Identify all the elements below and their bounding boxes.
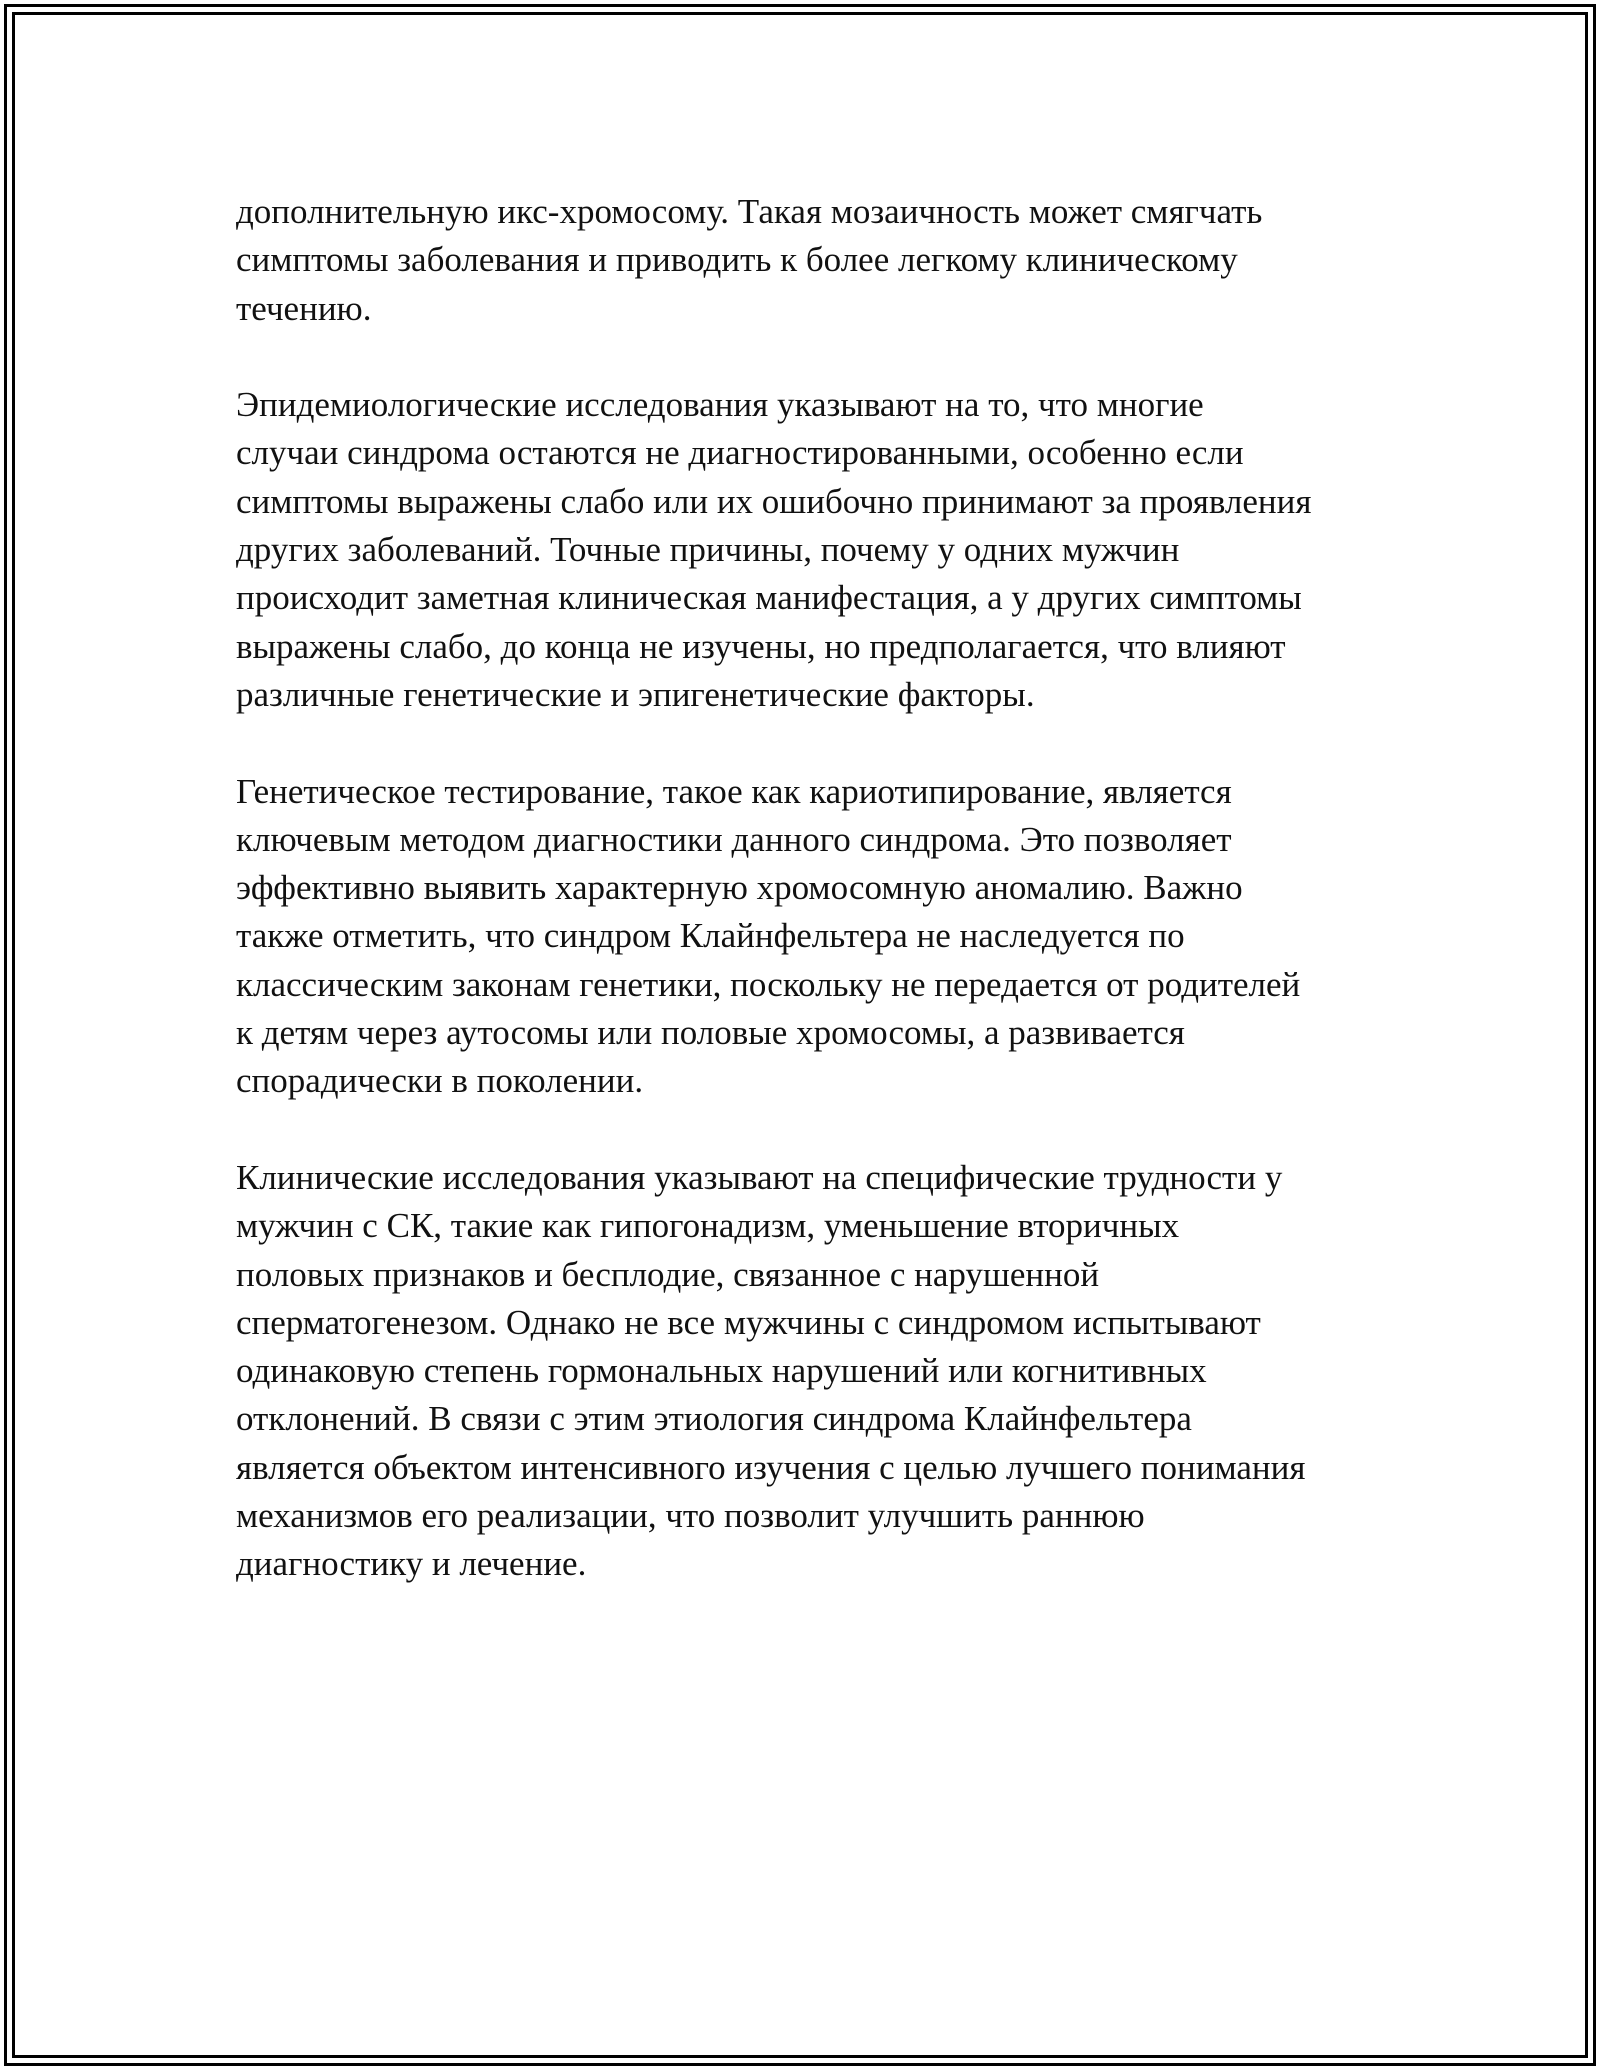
text-line: является объектом интенсивного изучения с целью лучшего понимания [236, 1447, 1306, 1487]
paragraph [236, 768, 1376, 1106]
text-line: половых признаков и бесплодие, связанное с нарушенной [236, 1254, 1100, 1294]
text-line: течению. [236, 288, 372, 328]
text-line: механизмов его реализации, что позволит улучшить раннюю [236, 1496, 1145, 1536]
paragraph [236, 1154, 1376, 1589]
text-line: дополнительную икс-хромосому. Такая мозаичность может смягчать [236, 192, 1263, 231]
text-line: выражены слабо, до конца не изучены, но предполагается, что влияют [236, 626, 1286, 666]
text-line: классическим законам генетики, поскольку не передается от родителей [236, 964, 1301, 1004]
text-line: к детям через аутосомы или половые хромосомы, а развивается [236, 1013, 1185, 1053]
text-line: Генетическое тестирование, такое как кариотипирование, является [236, 771, 1232, 811]
text-line: эффективно выявить характерную хромосомную аномалию. Важно [236, 868, 1243, 908]
paragraph [236, 188, 1376, 333]
text-line: Эпидемиологические исследования указывают на то, что многие [236, 385, 1204, 425]
text-line: ключевым методом диагностики данного синдрома. Это позволяет [236, 819, 1232, 859]
text-line: симптомы выражены слабо или их ошибочно принимают за проявления [236, 481, 1312, 521]
paragraph [236, 381, 1376, 719]
text-line: диагностику и лечение. [236, 1544, 587, 1584]
text-line: симптомы заболевания и приводить к более легкому клиническому [236, 240, 1238, 280]
text-line: сперматогенезом. Однако не все мужчины с синдромом испытывают [236, 1302, 1261, 1342]
text-line: отклонений. В связи с этим этиология синдрома Клайнфельтера [236, 1399, 1192, 1439]
text-line: также отметить, что синдром Клайнфельтера не наследуется по [236, 916, 1185, 956]
text-line: одинаковую степень гормональных нарушений или когнитивных [236, 1351, 1207, 1391]
text-line: происходит заметная клиническая манифестация, а у других симптомы [236, 578, 1302, 618]
text-line: случаи синдрома остаются не диагностированными, особенно если [236, 433, 1244, 473]
text-line: Клинические исследования указывают на специфические трудности у [236, 1157, 1283, 1197]
document-body [236, 188, 1376, 1589]
text-line: различные генетические и эпигенетические факторы. [236, 674, 1035, 714]
text-line: мужчин с СК, такие как гипогонадизм, уменьшение вторичных [236, 1206, 1180, 1246]
text-line: других заболеваний. Точные причины, почему у одних мужчин [236, 530, 1180, 570]
text-line: спорадически в поколении. [236, 1061, 644, 1101]
